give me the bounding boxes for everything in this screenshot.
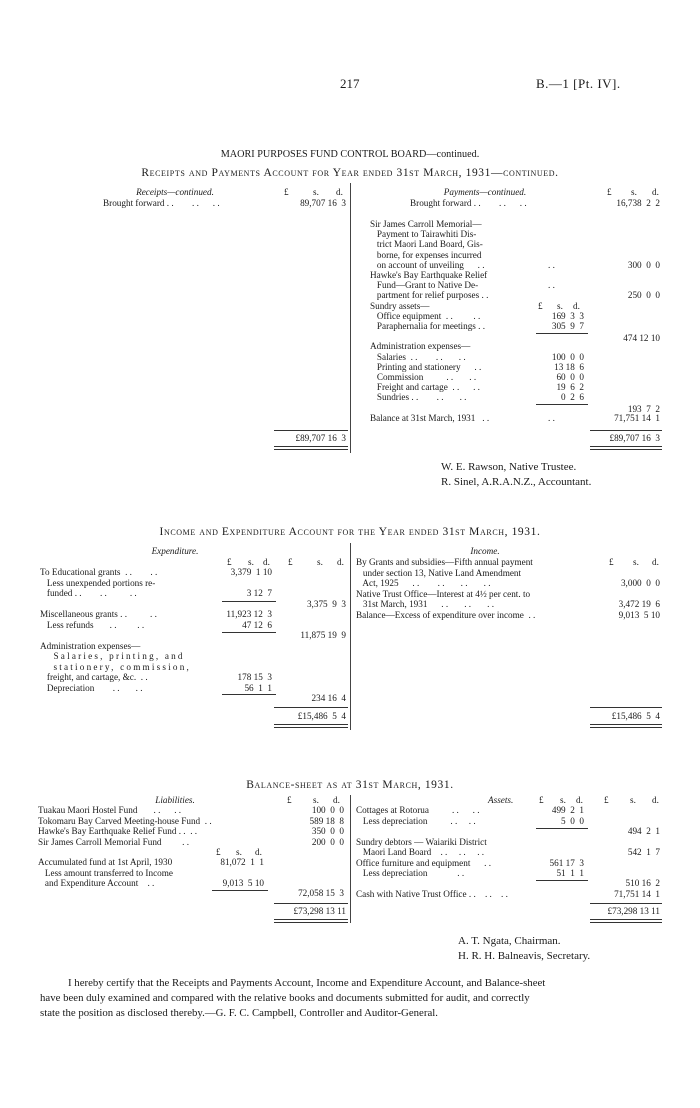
ie-expenditure-heading: Expenditure. <box>151 546 199 556</box>
rp-pay-bf-amount: 16,738 2 2 <box>616 198 660 208</box>
bs-office-b: 51 1 1 <box>556 868 584 878</box>
bs-liab-col-shillings: s. <box>313 795 319 805</box>
ie-inc-line: under section 13, Native Land Amendment <box>356 567 522 578</box>
bs-liab-amount: 200 0 0 <box>311 836 344 847</box>
rp-pay-brought-forward: Brought forward . . . . . . <box>410 198 527 208</box>
rp-pay-line: Fund—Grant to Native De- <box>370 280 479 291</box>
ie-admin-net: 234 16 4 <box>311 693 346 703</box>
bs-asset-line: Less depreciation . . <box>356 868 465 878</box>
bs-cott-net: 494 2 1 <box>627 826 660 836</box>
bs-asset-col-pounds: £ <box>539 795 544 805</box>
bs-cott-b: 5 0 0 <box>561 815 584 826</box>
rp-pay-line: Sir James Carroll Memorial— <box>370 219 482 229</box>
rp-admin-sub: 60 0 0 <box>556 372 584 382</box>
bs-acc-col-pounds: £ <box>216 847 221 857</box>
ie-edu-gross: 3,379 1 10 <box>230 567 272 577</box>
rp-rec-col-shillings: s. <box>313 187 319 197</box>
bs-asset-col-shillings: s. <box>560 795 566 805</box>
ie-inc-grants: 3,000 0 0 <box>620 578 660 588</box>
rp-admin-sub: 0 2 6 <box>561 392 584 403</box>
ie-inc-double-rule <box>590 724 662 728</box>
ie-inc-line: By Grants and subsidies—Fifth annual payment <box>356 557 533 567</box>
bs-cott-a: 499 2 1 <box>551 805 584 815</box>
bs-asset-line: Cash with Native Trust Office . . . . . . <box>356 888 508 899</box>
ie-exp-col2-shillings: s. <box>317 557 323 567</box>
rp-rec-col-pence: d. <box>336 187 343 197</box>
rp-pay-line: Commission . . . . <box>370 372 477 382</box>
ie-income-heading: Income. <box>470 546 500 556</box>
ie-edu-refund: 3 12 7 <box>246 588 272 598</box>
rp-sundry-total: 474 12 10 <box>623 333 660 343</box>
ie-exp-line: freight, and cartage, &c. . . <box>40 672 148 682</box>
ie-exp-line: Less unexpended portions re- <box>40 577 156 588</box>
rp-pay-line: Administration expenses— <box>370 341 471 352</box>
ie-exp-line: Miscellaneous grants . . . . <box>40 609 157 619</box>
page-number: 217 <box>340 76 360 91</box>
rp-rec-total-rule <box>274 430 348 431</box>
ie-exp-double-rule <box>274 724 348 728</box>
rp-admin-sub: 19 6 2 <box>556 382 584 393</box>
ie-exp-col-pence: d. <box>263 557 270 567</box>
page-reference: B.—1 [Pt. IV]. <box>536 76 621 91</box>
bs-liab-line: and Expenditure Account . . <box>38 878 155 888</box>
rp-pay-col-pounds: £ <box>607 187 612 197</box>
rp-title: Receipts and Payments Account for Year ended 31st March, 1931—continued. <box>141 167 559 179</box>
rp-sundry-sub: 305 9 7 <box>551 321 584 331</box>
bs-asset-col-pence: d. <box>576 795 583 805</box>
ie-exp-line: Salaries, printing, and <box>40 651 185 661</box>
rp-pay-col-shillings: s. <box>631 187 637 197</box>
certification-line: I hereby certify that the Receipts and Payments Account, Income and Expenditure Account, and Balance-sheet <box>68 977 546 989</box>
ie-inc-line: 31st March, 1931 . . . . . . <box>356 599 495 609</box>
ie-exp-col2-pounds: £ <box>288 557 293 567</box>
bs-asset-col2-pounds: £ <box>604 795 609 805</box>
bs-liab-amount: 100 0 0 <box>311 805 344 815</box>
bs-cash-net: 71,751 14 1 <box>614 888 660 899</box>
bs-acc-col-shillings: s. <box>236 847 242 857</box>
bs-liab-line: Hawke's Bay Earthquake Relief Fund . . . . <box>38 826 198 836</box>
rp-pay-line: partment for relief purposes . . <box>370 290 489 301</box>
rp-pay-total-rule <box>590 430 662 431</box>
ie-admin-rule <box>222 694 276 695</box>
bs-acc-a: 81,072 1 1 <box>220 857 264 867</box>
ie-admin-a: 178 15 3 <box>237 672 272 682</box>
bs-asset-total: £73,298 13 11 <box>607 906 660 916</box>
bs-asset-double-rule <box>590 919 662 923</box>
rp-rec-bf-amount: 89,707 16 3 <box>300 198 346 208</box>
board-title: MAORI PURPOSES FUND CONTROL BOARD—continued. <box>220 149 480 160</box>
rp-pay-line: Hawke's Bay Earthquake Relief <box>370 270 488 280</box>
rp-dots: . . <box>548 413 555 423</box>
ie-inc-line: Balance—Excess of expenditure over income . . <box>356 609 536 620</box>
bs-liab-col-pence: d. <box>333 795 340 805</box>
rp-admin-sub: 13 18 6 <box>554 361 584 372</box>
ie-misc-gross: 11,923 12 3 <box>226 609 272 619</box>
bs-asset-col2-pence: d. <box>652 795 659 805</box>
bs-liab-col-pounds: £ <box>287 795 292 805</box>
certification-line: state the position as disclosed thereby.—G. F. C. Campbell, Controller and Auditor-General. <box>40 1007 438 1019</box>
ie-exp-line: Depreciation . . . . <box>40 682 143 693</box>
ie-misc-rule <box>222 632 276 633</box>
rp-rec-total: £89,707 16 3 <box>295 433 346 443</box>
ie-inc-total-rule <box>590 707 662 708</box>
rp-admin-sub: 100 0 0 <box>551 351 584 362</box>
rp-sub-col-pence: d. <box>573 300 580 311</box>
rp-receipts-heading: Receipts—continued. <box>136 187 214 197</box>
ie-exp-total: £15,486 5 4 <box>297 711 346 721</box>
bs-assets-heading: Assets. <box>488 795 514 805</box>
rp-pay-line: on account of unveiling . . <box>370 259 485 270</box>
bs-sundry-net: 542 1 7 <box>627 847 660 857</box>
ie-edu-rule <box>222 601 276 602</box>
rp-rec-brought-forward: Brought forward . . . . . . <box>103 198 220 208</box>
rp-pay-line: Office equipment . . . . <box>370 310 481 321</box>
bs-divider <box>350 795 351 923</box>
ie-exp-col-shillings: s. <box>248 557 254 567</box>
ie-edu-net: 3,375 9 3 <box>306 599 346 609</box>
ie-misc-refund: 47 12 6 <box>242 619 272 630</box>
rp-sub-col-pounds: £ <box>538 300 543 311</box>
rp-pay-line: trict Maori Land Board, Gis- <box>370 239 483 250</box>
bs-liab-line: Less amount transferred to Income <box>38 867 173 878</box>
rp-carroll-amount: 300 0 0 <box>627 259 660 270</box>
bs-asset-line: Cottages at Rotorua . . . . <box>356 805 480 815</box>
bs-liab-total-rule <box>274 903 348 904</box>
ie-inc-col-pounds: £ <box>609 557 614 567</box>
ie-divider <box>350 543 351 730</box>
ie-inc-total: £15,486 5 4 <box>611 711 660 721</box>
ie-exp-line: To Educational grants . . . . <box>40 567 158 577</box>
ie-inc-balance: 9,013 5 10 <box>618 609 660 620</box>
bs-asset-line: Sundry debtors — Waiariki District <box>356 836 487 847</box>
rp-pay-line: Printing and stationery . . <box>370 361 482 372</box>
ie-inc-col-pence: d. <box>652 557 659 567</box>
ie-inc-interest: 3,472 19 6 <box>618 599 660 609</box>
rp-pay-col-pence: d. <box>652 187 659 197</box>
rp-balance-label: Balance at 31st March, 1931 . . <box>370 413 490 423</box>
rp-sub-col-shillings: s. <box>557 300 563 311</box>
rp-pay-line: Paraphernalia for meetings . . <box>370 321 486 331</box>
ie-exp-col-pounds: £ <box>227 557 232 567</box>
rp-signature-trustee: W. E. Rawson, Native Trustee. <box>441 461 577 473</box>
bs-liab-amount: 589 18 8 <box>309 815 344 826</box>
bs-asset-total-rule <box>590 903 662 904</box>
bs-liab-amount: 350 0 0 <box>311 826 344 836</box>
rp-rec-col-pounds: £ <box>284 187 289 197</box>
bs-title: Balance-sheet as at 31st March, 1931. <box>246 779 454 791</box>
ie-admin-b: 56 1 1 <box>244 682 272 693</box>
bs-asset-line: Office furniture and equipment . . <box>356 857 492 868</box>
rp-rec-double-rule <box>274 446 348 450</box>
bs-asset-col2-shillings: s. <box>630 795 636 805</box>
rp-pay-line: borne, for expenses incurred <box>370 249 482 260</box>
bs-liab-double-rule <box>274 919 348 923</box>
ie-title: Income and Expenditure Account for the Year ended 31st March, 1931. <box>159 526 541 538</box>
rp-pay-total: £89,707 16 3 <box>609 433 660 443</box>
bs-office-a: 561 17 3 <box>549 857 584 868</box>
rp-pay-line: Salaries . . . . . . <box>370 351 466 362</box>
rp-hawkes-amount: 250 0 0 <box>627 290 660 301</box>
bs-office-net: 510 16 2 <box>625 878 660 888</box>
rp-balance-amount: 71,751 14 1 <box>614 413 660 423</box>
rp-dots: . . <box>548 259 555 270</box>
ie-exp-col2-pence: d. <box>337 557 344 567</box>
rp-pay-line: Payment to Tairawhiti Dis- <box>370 229 477 240</box>
ie-misc-net: 11,875 19 9 <box>300 630 346 640</box>
certification-line: have been duly examined and compared with the relative books and documents submitted for audit, and correctly <box>40 992 530 1004</box>
rp-payments-heading: Payments—continued. <box>443 187 527 197</box>
bs-liab-line: Tokomaru Bay Carved Meeting-house Fund . . <box>38 815 212 826</box>
rp-pay-line: Sundry assets— <box>370 300 430 311</box>
bs-liab-line: Accumulated fund at 1st April, 1930 <box>38 857 173 867</box>
rp-admin-total: 193 7 2 <box>627 404 660 414</box>
rp-dots: . . <box>548 280 555 291</box>
ie-inc-line: Native Trust Office—Interest at 4½ per cent. to <box>356 588 531 599</box>
ie-exp-line: Administration expenses— <box>40 640 141 651</box>
bs-acc-col-pence: d. <box>255 847 262 857</box>
bs-liab-line: Sir James Carroll Memorial Fund . . <box>38 836 190 847</box>
bs-signature-chairman: A. T. Ngata, Chairman. <box>458 935 561 947</box>
rp-pay-line: Freight and cartage . . . . <box>370 382 480 393</box>
rp-divider <box>350 183 351 453</box>
rp-pay-line: Sundries . . . . . . <box>370 392 467 403</box>
rp-pay-double-rule <box>590 446 662 450</box>
bs-liab-total: £73,298 13 11 <box>293 906 346 916</box>
bs-signature-secretary: H. R. H. Balneavis, Secretary. <box>458 950 591 962</box>
rp-signature-accountant: R. Sinel, A.R.A.N.Z., Accountant. <box>441 476 592 488</box>
ie-exp-line: funded . . . . . . <box>40 588 137 598</box>
ie-exp-total-rule <box>274 707 348 708</box>
ie-exp-line: Less refunds . . . . <box>40 619 145 630</box>
bs-asset-line: Less depreciation . . . . <box>356 815 476 826</box>
rp-sundry-sub: 169 3 3 <box>551 310 584 321</box>
bs-liab-line: Tuakau Maori Hostel Fund . . . . <box>38 805 182 815</box>
bs-liabilities-heading: Liabilities. <box>155 795 195 805</box>
bs-acc-net: 72,058 15 3 <box>298 888 344 898</box>
ie-exp-line: stationery, commission, <box>40 661 192 672</box>
bs-acc-b: 9,013 5 10 <box>222 878 264 888</box>
ie-inc-line: Act, 1925 . . . . . . . . <box>356 578 491 588</box>
bs-asset-line: Maori Land Board . . . . . . <box>356 847 485 857</box>
ie-inc-col-shillings: s. <box>633 557 639 567</box>
